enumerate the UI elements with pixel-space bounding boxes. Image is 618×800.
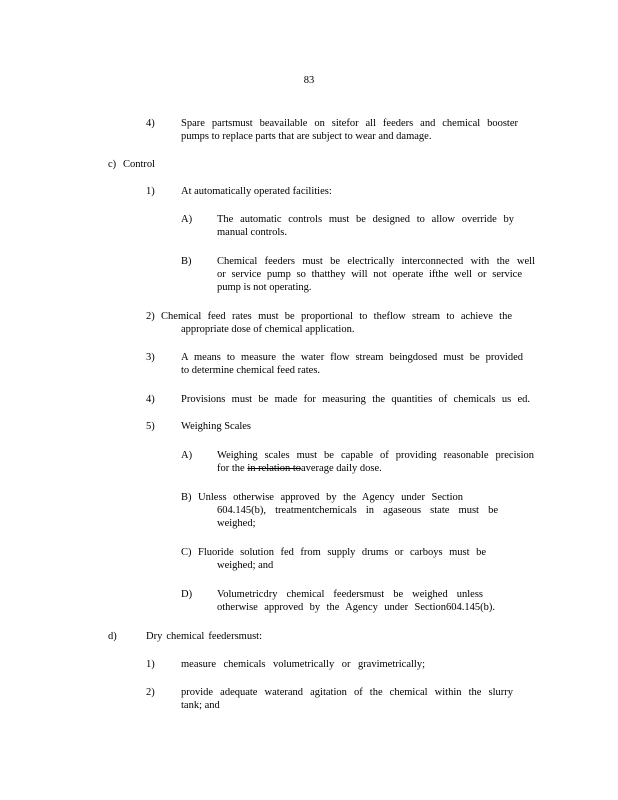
paragraph-line: otherwise approved by the Agency under Section604.145(b). <box>217 602 495 613</box>
item-marker: 5) <box>146 421 155 432</box>
section-title: Control <box>123 159 156 170</box>
paragraph-line: Spare partsmust beavailable on sitefor all feeders and chemical booster <box>181 118 518 129</box>
paragraph-line: Provisions must be made for measuring the quantities of chemicals us ed. <box>181 394 530 405</box>
item-marker: 4) <box>146 118 155 129</box>
paragraph-line: Weighing Scales <box>181 421 252 432</box>
paragraph-line <box>217 462 382 476</box>
paragraph-line: appropriate dose of chemical application. <box>181 324 355 335</box>
paragraph-line: provide adequate waterand agitation of the chemical within the slurry <box>181 687 513 698</box>
paragraph-line: measure chemicals volumetrically or gravimetrically; <box>181 659 425 670</box>
subitem-marker: A) <box>181 450 193 461</box>
subitem-marker: B) <box>181 256 192 267</box>
subitem-marker: D) <box>181 589 193 600</box>
paragraph-line: C) Fluoride solution fed from supply drums or carboys must be <box>181 547 486 558</box>
item-marker: 3) <box>146 352 155 363</box>
paragraph-line: Chemical feeders must be electrically interconnected with the well <box>217 256 535 267</box>
paragraph-line: A means to measure the water flow stream beingdosed must be provided <box>181 352 523 363</box>
text-fragment: for the <box>217 463 245 474</box>
struck-text: in relation to <box>247 463 301 474</box>
paragraph-line: At automatically operated facilities: <box>181 186 332 197</box>
section-marker: d) <box>108 631 117 642</box>
item-marker: 1) <box>146 186 155 197</box>
paragraph-line: 604.145(b), treatmentchemicals in agaseous state must be <box>217 505 498 516</box>
paragraph-line: pumps to replace parts that are subject to wear and damage. <box>181 131 432 142</box>
paragraph-line: B) Unless otherwise approved by the Agency under Section <box>181 492 463 503</box>
paragraph-line: weighed; <box>217 518 256 529</box>
text-fragment: average daily dose. <box>300 463 382 474</box>
paragraph-line: or service pump so thatthey will not operate ifthe well or service <box>217 269 522 280</box>
item-marker: 4) <box>146 394 155 405</box>
paragraph-line: Weighing scales must be capable of providing reasonable precision <box>217 450 534 461</box>
section-title: Dry chemical feedersmust: <box>146 631 262 642</box>
paragraph-line: The automatic controls must be designed to allow override by <box>217 214 514 225</box>
paragraph-line: pump is not operating. <box>217 282 312 293</box>
item-marker: 1) <box>146 659 155 670</box>
section-marker: c) <box>108 159 117 170</box>
paragraph-line: manual controls. <box>217 227 287 238</box>
subitem-marker: A) <box>181 214 193 225</box>
page-number: 83 <box>303 75 315 86</box>
paragraph-line: weighed; and <box>217 560 274 571</box>
item-marker: 2) <box>146 687 155 698</box>
paragraph-line: Volumetricdry chemical feedersmust be weighed unless <box>217 589 483 600</box>
paragraph-line: to determine chemical feed rates. <box>181 365 321 376</box>
paragraph-line: tank; and <box>181 700 220 711</box>
paragraph-line: 2) Chemical feed rates must be proportional to theflow stream to achieve the <box>146 311 512 322</box>
